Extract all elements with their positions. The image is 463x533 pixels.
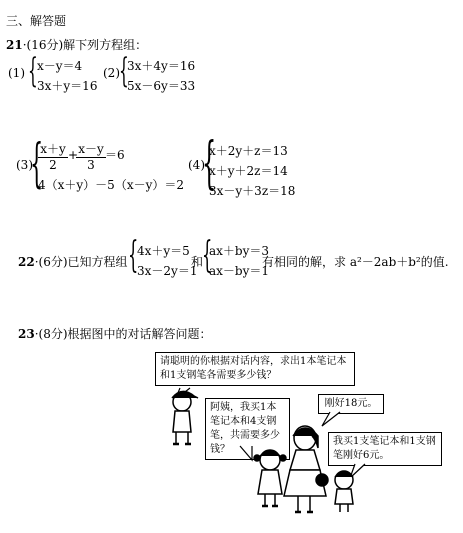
q22-tail: 有相同的解，求 a²－2ab＋b²的值. — [262, 255, 449, 269]
q21-p3-frac1 — [38, 140, 68, 172]
q23-header — [18, 325, 212, 342]
brace-icon: { — [119, 51, 129, 91]
q23-dot: · — [34, 327, 39, 341]
q21-p2-eq1: 3x＋4y＝16 — [127, 59, 196, 73]
bubble-tail-adult — [322, 412, 340, 426]
brace-icon: { — [128, 235, 139, 276]
bubble-tail-right — [350, 464, 365, 478]
q21-p3-label: (3) — [16, 158, 33, 172]
q22-dot: · — [34, 255, 39, 269]
q21-p1-label: (1) — [8, 66, 25, 80]
section-title: 三、解答题 — [6, 14, 67, 28]
brace-icon: { — [28, 51, 38, 91]
child-right-figure — [335, 471, 353, 512]
brace-icon: { — [30, 134, 44, 194]
bubble-top: 请聪明的你根据对话内容，求出1本笔记本和1支钢笔各需要多少钱？ — [155, 352, 355, 386]
q21-p3-plus: + — [68, 148, 79, 162]
q21-p4-eq1: x＋2y＋z＝13 — [209, 144, 288, 158]
q21-p4-label: (4) — [188, 158, 205, 172]
q21-p3-frac1-num: x＋y — [38, 140, 68, 158]
q21-p1-eq1: x－y＝4 — [37, 59, 83, 73]
brace-icon: { — [202, 131, 217, 196]
q21-p1-eq2: 3x＋y＝16 — [37, 79, 98, 93]
q21-p3-eq1-rhs: ＝6 — [105, 148, 125, 162]
q21-p2-eq2: 5x－6y＝33 — [127, 79, 196, 93]
q22-header — [18, 253, 128, 270]
q22-prompt: 已知方程组 — [67, 255, 128, 269]
q21-p4-eq2: x＋y＋2z＝14 — [209, 164, 288, 178]
bubble-child: 阿姨，我买1本笔记本和4支钢笔，共需要多少钱？ — [205, 398, 290, 460]
q21-dot: · — [22, 38, 27, 52]
q21-number: 21 — [6, 38, 23, 52]
q21-p3-eq2: 4（x＋y）－5（x－y）＝2 — [38, 178, 184, 192]
q21-p2-label: (2) — [103, 66, 120, 80]
q22-sys1-eq1: 4x＋y＝5 — [137, 244, 190, 258]
q23-points: (8分) — [38, 327, 68, 341]
q22-sys1-eq2: 3x－2y＝1 — [137, 264, 198, 278]
q21-p3-frac1-den: 2 — [49, 158, 57, 172]
adult-woman-figure — [284, 426, 328, 512]
q22-sys2-eq2: ax－by＝1 — [209, 264, 270, 278]
brace-icon: { — [202, 235, 213, 276]
q21-points: (16分) — [26, 38, 64, 52]
q23-prompt: 根据图中的对话解答问题： — [67, 327, 212, 341]
q22-sys2-eq1: ax＋by＝3 — [209, 244, 270, 258]
bubble-adult: 刚好18元。 — [318, 394, 384, 414]
boy-left-figure — [172, 391, 198, 444]
q22-points: (6分) — [38, 255, 68, 269]
q23-number: 23 — [18, 327, 35, 341]
q21-p4-eq3: 3x－y＋3z＝18 — [209, 184, 296, 198]
q22-and: 和 — [191, 255, 204, 269]
bubble-tail-top — [175, 388, 190, 400]
q21-p3-frac2 — [76, 140, 106, 172]
q21-p3-frac2-den: 3 — [87, 158, 95, 172]
bubble-right: 我买1支笔记本和1支钢笔刚好6元。 — [328, 432, 442, 466]
q21-p3-frac2-num: x－y — [76, 140, 106, 158]
q21-prompt: 解下列方程组： — [63, 38, 148, 52]
q22-number: 22 — [18, 255, 35, 269]
